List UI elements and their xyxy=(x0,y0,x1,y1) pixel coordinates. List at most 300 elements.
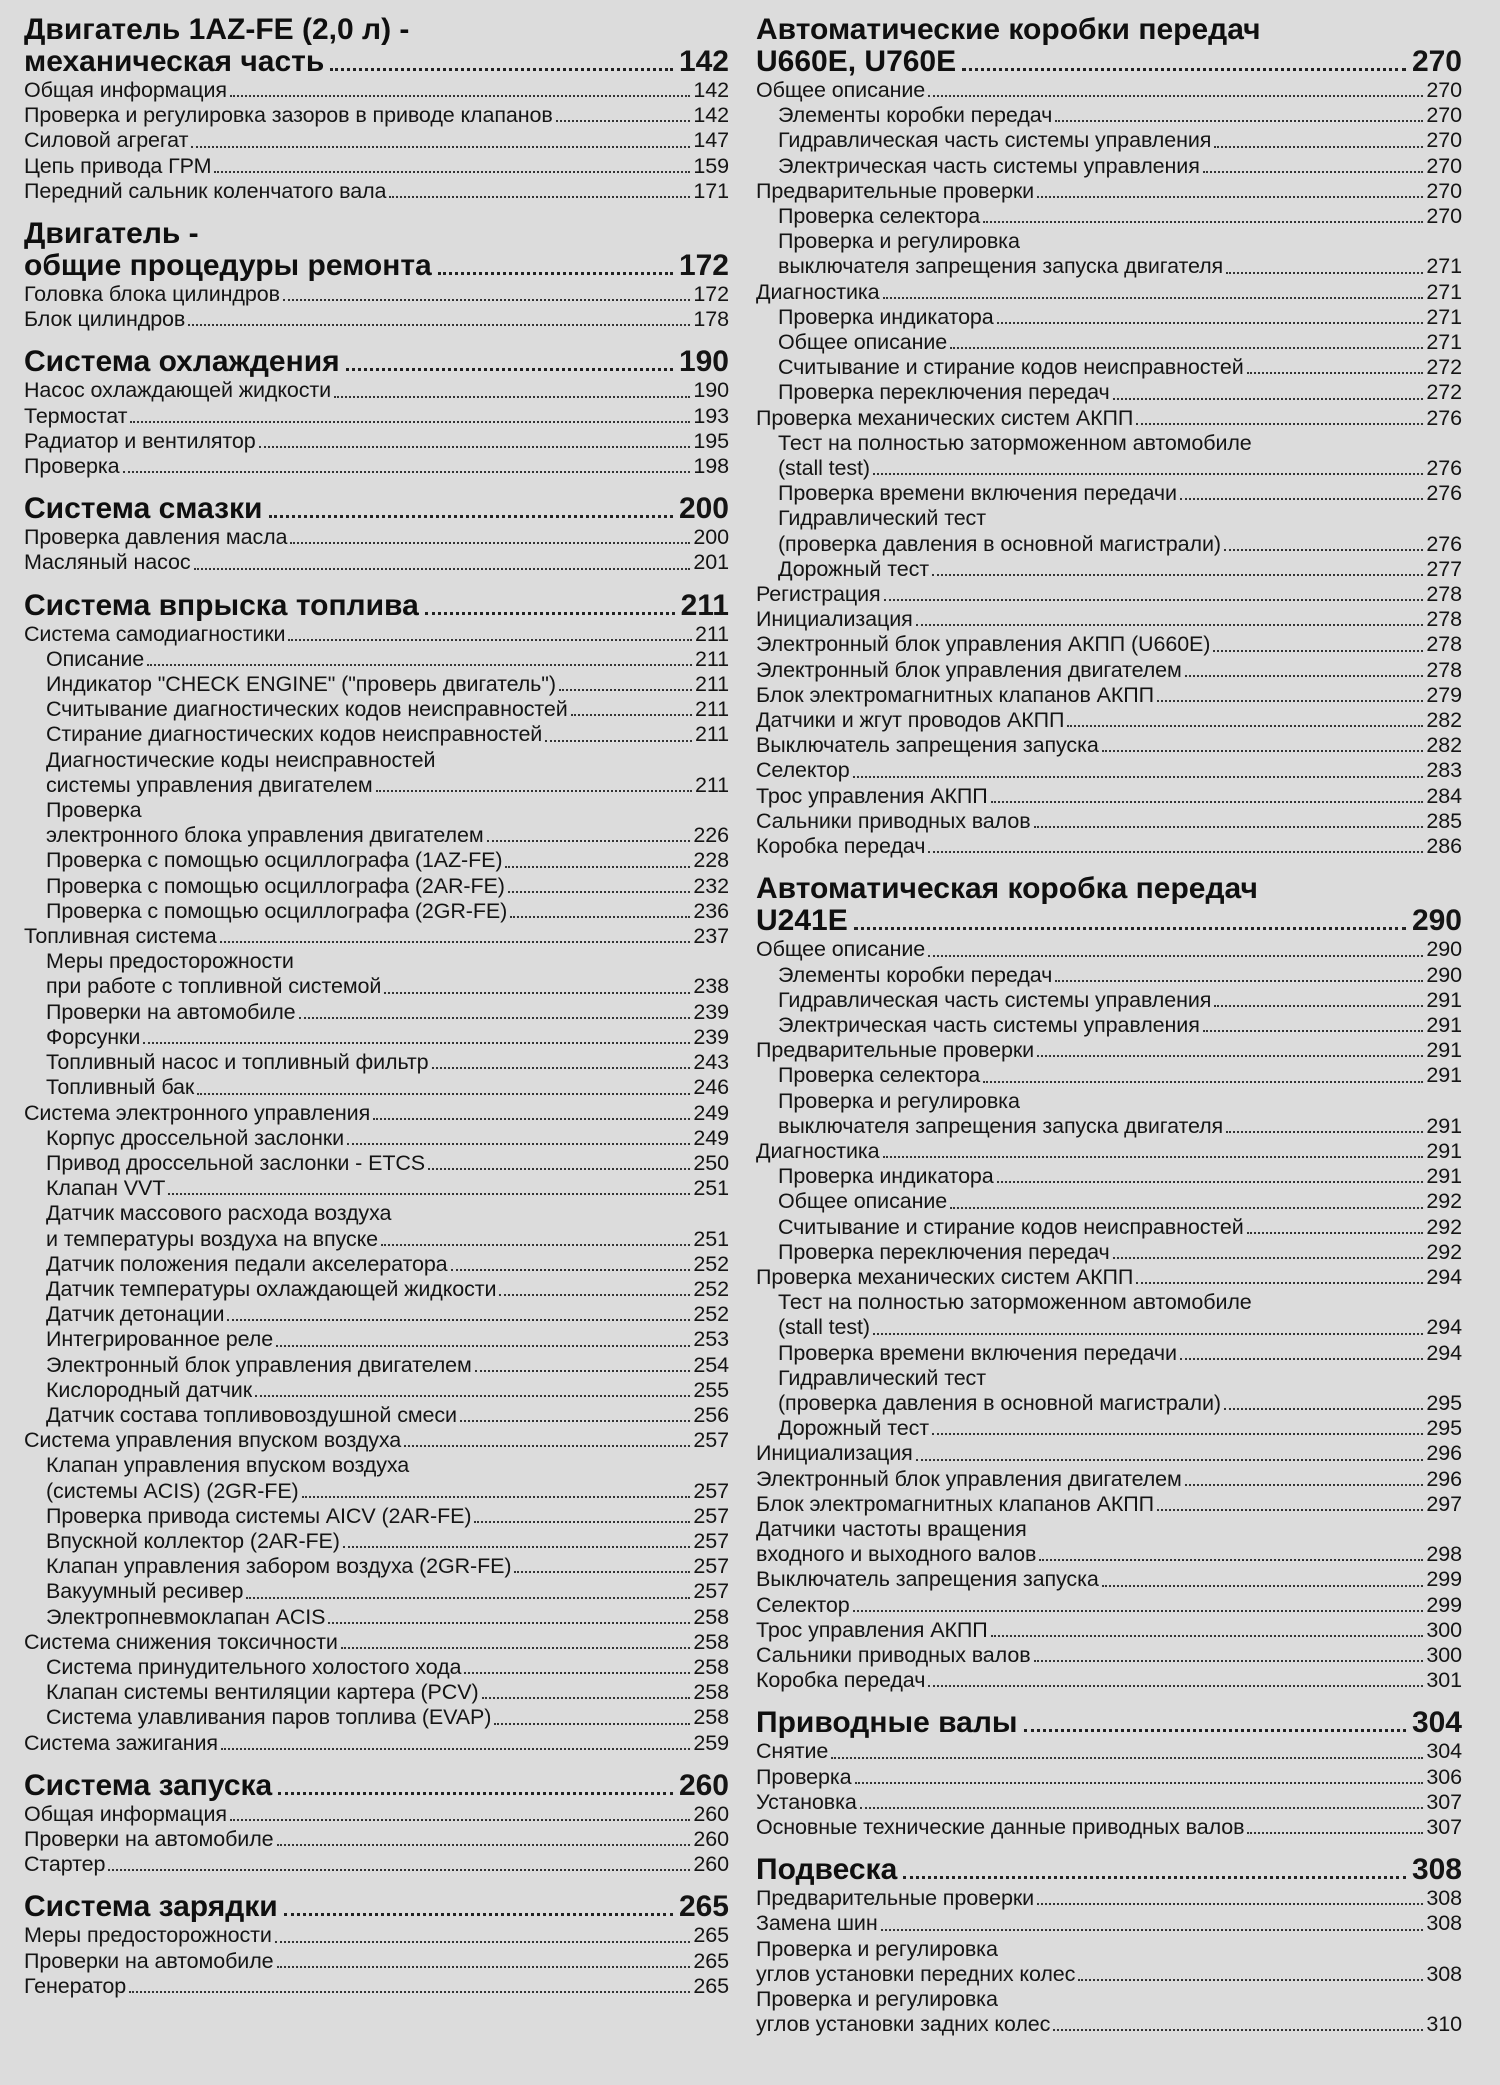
entry-title: Выключатель запрещения запуска xyxy=(756,733,1099,758)
entry-page-number: 271 xyxy=(1426,330,1462,355)
toc-entry[interactable] xyxy=(756,708,1462,733)
toc-entry[interactable] xyxy=(24,1025,729,1050)
entry-title: Интегрированное реле xyxy=(46,1327,274,1352)
entry-title: Электрическая часть системы управления xyxy=(778,153,1200,178)
toc-entry[interactable] xyxy=(24,1353,729,1378)
toc-entry[interactable] xyxy=(24,282,729,307)
dot-leader xyxy=(276,1345,690,1347)
toc-entry[interactable] xyxy=(24,1504,729,1529)
toc-entry[interactable] xyxy=(24,378,729,403)
dot-leader xyxy=(991,801,1424,803)
toc-entry[interactable] xyxy=(756,1987,1462,2012)
entry-title: Система снижения токсичности xyxy=(24,1629,338,1654)
toc-entry[interactable] xyxy=(24,1974,729,1999)
entry-page-number: 307 xyxy=(1426,1815,1462,1839)
entry-title: Проверка и регулировка зазоров в приводе клапанов xyxy=(24,103,553,128)
section-heading-row[interactable] xyxy=(756,905,1462,937)
entry-title: Установка xyxy=(756,1789,857,1814)
toc-entry[interactable] xyxy=(756,1063,1462,1088)
toc-entry[interactable] xyxy=(24,1529,729,1554)
toc-entry[interactable] xyxy=(24,404,729,429)
dot-leader xyxy=(545,740,692,742)
entry-title: Проверка привода системы AICV (2AR-FE) xyxy=(46,1503,472,1528)
entry-title: Клапан VVT xyxy=(46,1176,166,1201)
toc-entry[interactable] xyxy=(756,1815,1462,1840)
entry-title: Трос управления АКПП xyxy=(756,1617,988,1642)
toc-entry[interactable] xyxy=(756,1416,1462,1441)
dot-leader xyxy=(559,689,692,691)
entry-title: Масляный насос xyxy=(24,550,191,575)
dot-leader xyxy=(451,1269,691,1271)
toc-entry[interactable] xyxy=(756,632,1462,657)
toc-entry[interactable] xyxy=(24,1453,729,1478)
dot-leader xyxy=(997,322,1424,324)
toc-entry[interactable] xyxy=(24,179,729,204)
section-heading-row[interactable] xyxy=(24,1891,729,1923)
toc-entry[interactable] xyxy=(24,1176,729,1201)
entry-title: Проверка xyxy=(46,798,142,823)
entry-page-number: 278 xyxy=(1426,582,1462,607)
toc-entry[interactable] xyxy=(756,937,1462,962)
dot-leader xyxy=(855,1782,1424,1784)
toc-entry[interactable] xyxy=(756,78,1462,103)
entry-page-number: 228 xyxy=(693,848,729,873)
toc-entry[interactable] xyxy=(756,1114,1462,1139)
section-heading-row[interactable] xyxy=(756,1707,1462,1739)
entry-page-number: 252 xyxy=(693,1276,729,1301)
entry-title: Меры предосторожности xyxy=(46,949,294,974)
section-heading-row[interactable] xyxy=(756,46,1462,78)
section-title: общие процедуры ремонта xyxy=(24,249,432,283)
section-page-number: 200 xyxy=(678,492,729,526)
toc-entry[interactable] xyxy=(756,1937,1462,1962)
entry-title: Проверки на автомобиле xyxy=(24,1948,274,1973)
section-heading-row[interactable] xyxy=(24,1770,729,1802)
dot-leader xyxy=(1136,423,1423,425)
entry-title: Трос управления АКПП xyxy=(756,783,988,808)
dot-leader xyxy=(508,891,691,893)
dot-leader xyxy=(883,1156,1424,1158)
dot-leader xyxy=(1024,1729,1406,1732)
dot-leader xyxy=(1180,498,1424,500)
entry-title: (stall test) xyxy=(778,1315,870,1340)
toc-section xyxy=(24,14,729,204)
toc-entry[interactable] xyxy=(756,582,1462,607)
toc-entry[interactable] xyxy=(24,823,729,848)
entry-page-number: 226 xyxy=(693,823,729,848)
entry-title: Проверка и регулировка xyxy=(756,1987,998,2012)
entry-page-number: 255 xyxy=(693,1377,729,1402)
section-page-number: 290 xyxy=(1411,904,1462,938)
entry-page-number: 257 xyxy=(693,1579,729,1604)
toc-entry[interactable] xyxy=(756,834,1462,859)
dot-leader xyxy=(1113,1257,1424,1259)
dot-leader xyxy=(1185,1484,1424,1486)
entry-page-number: 279 xyxy=(1426,682,1462,707)
toc-entry[interactable] xyxy=(756,456,1462,481)
entry-title: Проверка времени включения передачи xyxy=(778,1340,1177,1365)
dot-leader xyxy=(277,1966,691,1968)
entry-page-number: 291 xyxy=(1426,1038,1462,1063)
toc-entry[interactable] xyxy=(756,1089,1462,1114)
toc-entry[interactable] xyxy=(24,848,729,873)
toc-entry[interactable] xyxy=(756,2012,1462,2037)
dot-leader xyxy=(514,1571,690,1573)
toc-entry[interactable] xyxy=(756,179,1462,204)
toc-entry[interactable] xyxy=(756,229,1462,254)
entry-title: Меры предосторожности xyxy=(24,1923,272,1948)
dot-leader xyxy=(341,1647,691,1649)
toc-entry[interactable] xyxy=(756,988,1462,1013)
toc-entry[interactable] xyxy=(24,974,729,999)
dot-leader xyxy=(932,574,1423,576)
toc-entry[interactable] xyxy=(756,1643,1462,1668)
toc-entry[interactable] xyxy=(756,1517,1462,1542)
entry-title: Датчик состава топливовоздушной смеси xyxy=(46,1402,457,1427)
toc-entry[interactable] xyxy=(756,1240,1462,1265)
toc-entry[interactable] xyxy=(756,1038,1462,1063)
entry-title: Предварительные проверки xyxy=(756,1886,1035,1911)
entry-title: выключателя запрещения запуска двигателя xyxy=(778,254,1224,279)
toc-entry[interactable] xyxy=(756,557,1462,582)
entry-title: Клапан системы вентиляции картера (PCV) xyxy=(46,1680,479,1705)
toc-entry[interactable] xyxy=(24,899,729,924)
toc-entry[interactable] xyxy=(24,773,729,798)
dot-leader xyxy=(1039,1559,1423,1561)
entry-page-number: 259 xyxy=(693,1730,729,1755)
toc-entry[interactable] xyxy=(24,672,729,697)
toc-entry[interactable] xyxy=(756,1013,1462,1038)
toc-entry[interactable] xyxy=(756,254,1462,279)
toc-entry[interactable] xyxy=(756,406,1462,431)
entry-page-number: 211 xyxy=(695,672,729,697)
entry-title: Датчик температуры охлаждающей жидкости xyxy=(46,1276,497,1301)
section-title: U660E, U760E xyxy=(756,45,957,78)
section-page-number: 308 xyxy=(1411,1853,1462,1887)
entry-title: Цепь привода ГРМ xyxy=(24,153,212,178)
entry-page-number: 232 xyxy=(693,873,729,898)
toc-entry[interactable] xyxy=(24,1378,729,1403)
toc-entry[interactable] xyxy=(24,722,729,747)
toc-entry[interactable] xyxy=(756,1467,1462,1492)
toc-entry[interactable] xyxy=(756,1189,1462,1214)
dot-leader xyxy=(1102,1585,1424,1587)
dot-leader xyxy=(494,1723,690,1725)
section-heading-row[interactable] xyxy=(24,346,729,378)
dot-leader xyxy=(556,120,691,122)
toc-entry[interactable] xyxy=(756,1366,1462,1391)
toc-entry[interactable] xyxy=(756,532,1462,557)
toc-entry[interactable] xyxy=(756,280,1462,305)
toc-entry[interactable] xyxy=(756,809,1462,834)
toc-entry[interactable] xyxy=(756,1139,1462,1164)
entry-title: Проверка переключения передач xyxy=(778,1239,1110,1264)
entry-page-number: 291 xyxy=(1426,1113,1462,1138)
toc-entry[interactable] xyxy=(24,1428,729,1453)
toc-entry[interactable] xyxy=(756,1290,1462,1315)
toc-entry[interactable] xyxy=(24,1923,729,1948)
dot-leader xyxy=(191,146,690,148)
toc-entry[interactable] xyxy=(756,305,1462,330)
section-heading-row[interactable] xyxy=(24,250,729,282)
dot-leader xyxy=(881,1929,1424,1931)
entry-page-number: 252 xyxy=(693,1251,729,1276)
toc-entry[interactable] xyxy=(756,1790,1462,1815)
toc-entry[interactable] xyxy=(24,1680,729,1705)
toc-entry[interactable] xyxy=(24,1827,729,1852)
entry-title: Блок электромагнитных клапанов АКПП xyxy=(756,1491,1155,1516)
toc-entry[interactable] xyxy=(24,748,729,773)
section-title: Система смазки xyxy=(24,492,263,526)
toc-entry[interactable] xyxy=(24,1302,729,1327)
toc-entry[interactable] xyxy=(24,1101,729,1126)
toc-entry[interactable] xyxy=(756,355,1462,380)
toc-entry[interactable] xyxy=(756,758,1462,783)
toc-entry[interactable] xyxy=(24,1201,729,1226)
toc-entry[interactable] xyxy=(756,733,1462,758)
toc-entry[interactable] xyxy=(24,1277,729,1302)
dot-leader xyxy=(884,599,1424,601)
entry-title: Проверка селектора xyxy=(778,1063,981,1088)
toc-entry[interactable] xyxy=(756,1265,1462,1290)
toc-entry[interactable] xyxy=(24,307,729,332)
entry-page-number: 256 xyxy=(693,1402,729,1427)
toc-entry[interactable] xyxy=(24,1802,729,1827)
toc-entry[interactable] xyxy=(24,1655,729,1680)
entry-title: Насос охлаждающей жидкости xyxy=(24,378,332,403)
toc-entry[interactable] xyxy=(24,154,729,179)
toc-entry[interactable] xyxy=(24,1327,729,1352)
toc-entry[interactable] xyxy=(24,1554,729,1579)
entry-title: Стирание диагностических кодов неисправностей xyxy=(46,722,543,747)
toc-entry[interactable] xyxy=(756,1441,1462,1466)
section-page-number: 265 xyxy=(678,1890,729,1924)
toc-entry[interactable] xyxy=(756,1341,1462,1366)
toc-entry[interactable] xyxy=(24,1075,729,1100)
toc-entry[interactable] xyxy=(756,1315,1462,1340)
toc-entry[interactable] xyxy=(756,1593,1462,1618)
toc-entry[interactable] xyxy=(756,1618,1462,1643)
dot-leader xyxy=(302,1496,691,1498)
dot-leader xyxy=(928,1685,1423,1687)
toc-entry[interactable] xyxy=(24,1050,729,1075)
toc-entry[interactable] xyxy=(24,1227,729,1252)
section-heading-row[interactable] xyxy=(756,1854,1462,1886)
toc-entry[interactable] xyxy=(756,431,1462,456)
entry-page-number: 250 xyxy=(693,1150,729,1175)
toc-section xyxy=(756,14,1462,859)
toc-entry[interactable] xyxy=(24,798,729,823)
entry-page-number: 253 xyxy=(693,1327,729,1352)
entry-page-number: 299 xyxy=(1426,1592,1462,1617)
toc-entry[interactable] xyxy=(24,697,729,722)
dot-leader xyxy=(916,1459,1424,1461)
toc-entry[interactable] xyxy=(24,78,729,103)
entry-title: углов установки задних колес xyxy=(756,2012,1051,2037)
toc-section xyxy=(756,1707,1462,1840)
dot-leader xyxy=(487,840,691,842)
entry-page-number: 297 xyxy=(1426,1491,1462,1516)
toc-entry[interactable] xyxy=(756,1739,1462,1764)
toc-entry[interactable] xyxy=(24,874,729,899)
toc-entry[interactable] xyxy=(756,154,1462,179)
toc-entry[interactable] xyxy=(756,506,1462,531)
toc-entry[interactable] xyxy=(24,622,729,647)
toc-entry[interactable] xyxy=(24,1579,729,1604)
entry-title: Описание xyxy=(46,646,145,671)
entry-title: Снятие xyxy=(756,1739,829,1764)
dot-leader xyxy=(1067,725,1423,727)
toc-entry[interactable] xyxy=(24,128,729,153)
toc-entry[interactable] xyxy=(756,1886,1462,1911)
entry-title: Тест на полностью заторможенном автомобиле xyxy=(778,1290,1252,1315)
toc-entry[interactable] xyxy=(756,380,1462,405)
dot-leader xyxy=(997,1181,1424,1183)
toc-entry[interactable] xyxy=(756,204,1462,229)
toc-entry[interactable] xyxy=(756,658,1462,683)
entry-page-number: 142 xyxy=(693,78,729,102)
entry-title: Блок электромагнитных клапанов АКПП xyxy=(756,682,1155,707)
entry-title: Проверка селектора xyxy=(778,204,981,229)
section-page-number: 172 xyxy=(678,249,729,283)
entry-page-number: 251 xyxy=(693,1226,729,1251)
dot-leader xyxy=(853,1610,1424,1612)
entry-title: Электрическая часть системы управления xyxy=(778,1012,1200,1037)
entry-title: Датчик положения педали акселератора xyxy=(46,1251,448,1276)
toc-entry[interactable] xyxy=(756,1567,1462,1592)
entry-title: Силовой агрегат xyxy=(24,128,189,153)
toc-entry[interactable] xyxy=(756,1164,1462,1189)
entry-title: (stall test) xyxy=(778,456,870,481)
toc-entry[interactable] xyxy=(24,1479,729,1504)
dot-leader xyxy=(197,1093,690,1095)
dot-leader xyxy=(438,272,673,275)
toc-entry[interactable] xyxy=(24,1852,729,1877)
toc-entry[interactable] xyxy=(756,1492,1462,1517)
section-heading-row[interactable] xyxy=(24,46,729,78)
dot-leader xyxy=(883,297,1424,299)
entry-page-number: 272 xyxy=(1426,355,1462,380)
entry-title: Индикатор "CHECK ENGINE" ("проверь двигатель") xyxy=(46,672,556,697)
toc-entry[interactable] xyxy=(24,1151,729,1176)
entry-page-number: 211 xyxy=(695,697,729,722)
section-heading-row[interactable] xyxy=(24,590,729,622)
toc-entry[interactable] xyxy=(756,607,1462,632)
entry-title: Блок цилиндров xyxy=(24,307,186,332)
entry-page-number: 308 xyxy=(1426,1911,1462,1936)
dot-leader xyxy=(277,1844,691,1846)
dot-leader xyxy=(950,1207,1423,1209)
entry-page-number: 285 xyxy=(1426,808,1462,833)
toc-entry[interactable] xyxy=(24,429,729,454)
entry-title: Датчики и жгут проводов АКПП xyxy=(756,708,1065,733)
toc-section xyxy=(24,590,729,1756)
entry-title: Коробка передач xyxy=(756,1668,926,1693)
entry-title: Проверка механических систем АКПП xyxy=(756,405,1134,430)
entry-title: Вакуумный ресивер xyxy=(46,1579,244,1604)
toc-entry[interactable] xyxy=(756,1911,1462,1936)
toc-entry[interactable] xyxy=(24,454,729,479)
entry-title: Сальники приводных валов xyxy=(756,808,1031,833)
toc-entry[interactable] xyxy=(24,949,729,974)
dot-leader xyxy=(1055,120,1423,122)
dot-leader xyxy=(1136,1282,1423,1284)
toc-entry[interactable] xyxy=(24,103,729,128)
toc-entry[interactable] xyxy=(24,1403,729,1428)
toc-entry[interactable] xyxy=(756,963,1462,988)
toc-entry[interactable] xyxy=(756,128,1462,153)
entry-title: (проверка давления в основной магистрали) xyxy=(778,1390,1221,1415)
toc-entry[interactable] xyxy=(24,1252,729,1277)
entry-title: Датчик массового расхода воздуха xyxy=(46,1201,392,1226)
entry-page-number: 243 xyxy=(693,1050,729,1075)
dot-leader xyxy=(482,1697,691,1699)
entry-title: электронного блока управления двигателем xyxy=(46,823,484,848)
toc-entry[interactable] xyxy=(24,924,729,949)
entry-page-number: 306 xyxy=(1426,1764,1462,1789)
section-page-number: 270 xyxy=(1411,45,1462,78)
section-heading-row[interactable] xyxy=(24,493,729,525)
entry-title: Диагностика xyxy=(756,279,880,304)
toc-entry[interactable] xyxy=(756,784,1462,809)
toc-entry[interactable] xyxy=(24,1949,729,1974)
toc-entry[interactable] xyxy=(24,1000,729,1025)
entry-page-number: 246 xyxy=(693,1075,729,1100)
toc-entry[interactable] xyxy=(756,481,1462,506)
entry-page-number: 286 xyxy=(1426,834,1462,859)
entry-title: Радиатор и вентилятор xyxy=(24,428,256,453)
toc-entry[interactable] xyxy=(24,1605,729,1630)
dot-leader xyxy=(404,1445,690,1447)
toc-entry[interactable] xyxy=(756,330,1462,355)
toc-entry[interactable] xyxy=(24,525,729,550)
toc-entry[interactable] xyxy=(756,103,1462,128)
entry-page-number: 195 xyxy=(693,428,729,453)
toc-entry[interactable] xyxy=(756,1542,1462,1567)
dot-leader xyxy=(230,1819,691,1821)
entry-title: Проверка времени включения передачи xyxy=(778,481,1177,506)
entry-page-number: 294 xyxy=(1426,1340,1462,1365)
entry-page-number: 258 xyxy=(693,1705,729,1730)
entry-page-number: 238 xyxy=(693,974,729,999)
entry-page-number: 270 xyxy=(1426,204,1462,229)
entry-title: Привод дроссельной заслонки - ETCS xyxy=(46,1150,426,1175)
toc-entry[interactable] xyxy=(24,1630,729,1655)
toc-entry[interactable] xyxy=(756,1962,1462,1987)
entry-title: при работе с топливной системой xyxy=(46,974,382,999)
toc-entry[interactable] xyxy=(756,1765,1462,1790)
entry-title: Проверка механических систем АКПП xyxy=(756,1264,1134,1289)
dot-leader xyxy=(460,1420,690,1422)
entry-page-number: 278 xyxy=(1426,632,1462,657)
entry-page-number: 249 xyxy=(693,1125,729,1150)
toc-entry[interactable] xyxy=(756,1391,1462,1416)
dot-leader xyxy=(505,866,690,868)
toc-entry[interactable] xyxy=(24,550,729,575)
toc-entry[interactable] xyxy=(756,683,1462,708)
entry-page-number: 271 xyxy=(1426,304,1462,329)
toc-entry[interactable] xyxy=(24,1731,729,1756)
dot-leader xyxy=(227,1319,690,1321)
entry-title: Диагностика xyxy=(756,1138,880,1163)
dot-leader xyxy=(1214,146,1423,148)
toc-entry[interactable] xyxy=(24,1705,729,1730)
toc-entry[interactable] xyxy=(756,1215,1462,1240)
entry-title: Проверка индикатора xyxy=(778,304,994,329)
toc-entry[interactable] xyxy=(24,1126,729,1151)
toc-entry[interactable] xyxy=(756,1668,1462,1693)
toc-entry[interactable] xyxy=(24,647,729,672)
